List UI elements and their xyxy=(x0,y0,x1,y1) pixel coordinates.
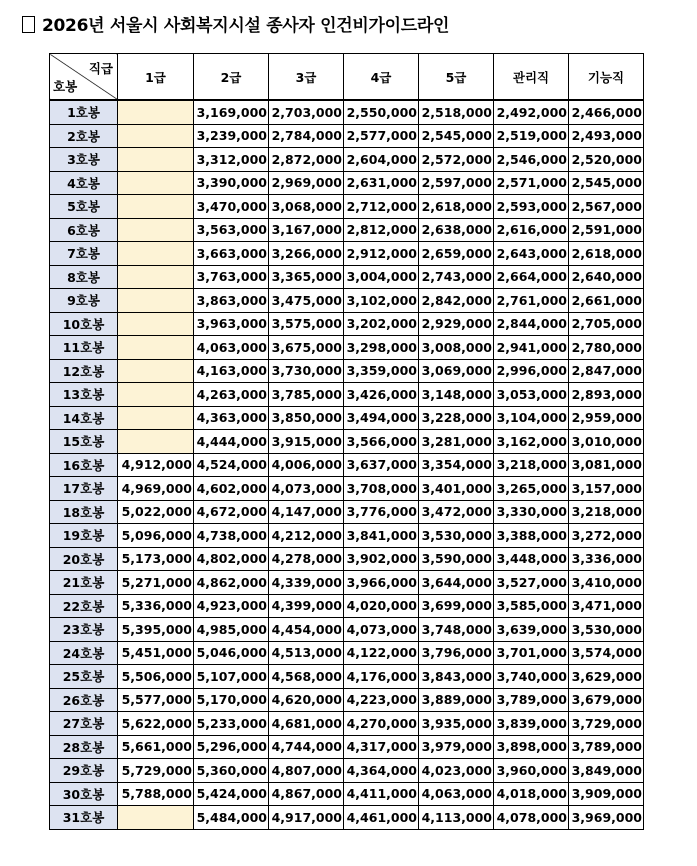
salary-cell: 5,788,000 xyxy=(118,782,194,806)
table-row xyxy=(50,242,644,266)
salary-cell: 3,898,000 xyxy=(494,735,569,759)
page-title xyxy=(22,12,449,40)
step-label-cell: 5호봉 xyxy=(50,195,118,219)
salary-cell: 2,912,000 xyxy=(344,242,419,266)
salary-cell: 3,272,000 xyxy=(569,524,644,548)
salary-cell: 3,426,000 xyxy=(344,383,419,407)
salary-cell: 3,935,000 xyxy=(419,712,494,736)
salary-cell: 3,157,000 xyxy=(569,477,644,501)
salary-cell: 3,167,000 xyxy=(269,218,344,242)
table-row xyxy=(50,171,644,195)
salary-cell: 2,712,000 xyxy=(344,195,419,219)
salary-cell: 3,789,000 xyxy=(569,735,644,759)
salary-cell: 3,563,000 xyxy=(194,218,269,242)
salary-cell: 3,104,000 xyxy=(494,406,569,430)
salary-cell: 3,298,000 xyxy=(344,336,419,360)
step-label-cell: 19호봉 xyxy=(50,524,118,548)
step-label-cell: 14호봉 xyxy=(50,406,118,430)
salary-cell: 2,784,000 xyxy=(269,124,344,148)
salary-cell: 3,281,000 xyxy=(419,430,494,454)
salary-cell xyxy=(118,100,194,124)
salary-cell: 4,113,000 xyxy=(419,806,494,830)
salary-cell: 2,618,000 xyxy=(419,195,494,219)
salary-cell: 2,842,000 xyxy=(419,289,494,313)
salary-cell: 4,620,000 xyxy=(269,688,344,712)
salary-cell: 2,631,000 xyxy=(344,171,419,195)
step-axis-label: 호봉 xyxy=(53,79,78,94)
table-row xyxy=(50,406,644,430)
salary-cell: 4,176,000 xyxy=(344,665,419,689)
table-row xyxy=(50,571,644,595)
salary-cell: 3,008,000 xyxy=(419,336,494,360)
salary-cell: 3,354,000 xyxy=(419,453,494,477)
salary-cell: 3,390,000 xyxy=(194,171,269,195)
salary-cell: 3,763,000 xyxy=(194,265,269,289)
salary-cell: 4,681,000 xyxy=(269,712,344,736)
salary-cell: 2,661,000 xyxy=(569,289,644,313)
salary-cell: 4,917,000 xyxy=(269,806,344,830)
salary-cell: 4,023,000 xyxy=(419,759,494,783)
table-row xyxy=(50,430,644,454)
salary-cell: 4,568,000 xyxy=(269,665,344,689)
salary-cell: 3,401,000 xyxy=(419,477,494,501)
salary-cell xyxy=(118,218,194,242)
salary-cell: 5,173,000 xyxy=(118,547,194,571)
table-row xyxy=(50,477,644,501)
salary-cell: 2,571,000 xyxy=(494,171,569,195)
salary-cell: 3,330,000 xyxy=(494,500,569,524)
salary-cell: 5,233,000 xyxy=(194,712,269,736)
column-header-grade-4: 4급 xyxy=(344,54,419,101)
salary-cell: 4,524,000 xyxy=(194,453,269,477)
salary-cell: 2,567,000 xyxy=(569,195,644,219)
salary-cell: 3,740,000 xyxy=(494,665,569,689)
salary-cell: 3,527,000 xyxy=(494,571,569,595)
table-row xyxy=(50,124,644,148)
salary-cell: 2,743,000 xyxy=(419,265,494,289)
salary-cell: 2,597,000 xyxy=(419,171,494,195)
salary-cell: 3,663,000 xyxy=(194,242,269,266)
salary-cell: 5,096,000 xyxy=(118,524,194,548)
salary-cell: 3,266,000 xyxy=(269,242,344,266)
salary-cell: 2,941,000 xyxy=(494,336,569,360)
grade-axis-label: 직급 xyxy=(88,61,113,76)
table-row xyxy=(50,735,644,759)
salary-cell: 3,336,000 xyxy=(569,547,644,571)
salary-cell: 4,802,000 xyxy=(194,547,269,571)
salary-cell: 3,585,000 xyxy=(494,594,569,618)
salary-cell: 2,616,000 xyxy=(494,218,569,242)
table-row xyxy=(50,688,644,712)
salary-cell: 4,738,000 xyxy=(194,524,269,548)
salary-cell: 3,494,000 xyxy=(344,406,419,430)
salary-cell: 3,265,000 xyxy=(494,477,569,501)
salary-cell: 3,312,000 xyxy=(194,148,269,172)
checkbox-square-icon xyxy=(22,16,35,33)
salary-cell: 3,960,000 xyxy=(494,759,569,783)
salary-cell: 2,761,000 xyxy=(494,289,569,313)
salary-cell: 2,996,000 xyxy=(494,359,569,383)
salary-cell: 3,675,000 xyxy=(269,336,344,360)
step-label-cell: 23호봉 xyxy=(50,618,118,642)
table-row xyxy=(50,524,644,548)
salary-cell: 5,022,000 xyxy=(118,500,194,524)
salary-cell: 2,550,000 xyxy=(344,100,419,124)
table-row xyxy=(50,759,644,783)
salary-cell: 3,365,000 xyxy=(269,265,344,289)
salary-cell: 4,063,000 xyxy=(419,782,494,806)
salary-cell xyxy=(118,265,194,289)
salary-cell: 2,593,000 xyxy=(494,195,569,219)
salary-cell: 3,169,000 xyxy=(194,100,269,124)
salary-cell: 3,590,000 xyxy=(419,547,494,571)
salary-cell: 3,789,000 xyxy=(494,688,569,712)
column-header-grade-1: 1급 xyxy=(118,54,194,101)
salary-cell: 2,493,000 xyxy=(569,124,644,148)
salary-cell: 2,929,000 xyxy=(419,312,494,336)
salary-cell: 3,644,000 xyxy=(419,571,494,595)
step-label-cell: 1호봉 xyxy=(50,100,118,124)
step-label-cell: 20호봉 xyxy=(50,547,118,571)
salary-cell xyxy=(118,806,194,830)
salary-cell: 3,239,000 xyxy=(194,124,269,148)
salary-cell: 4,672,000 xyxy=(194,500,269,524)
salary-cell: 3,530,000 xyxy=(419,524,494,548)
salary-cell: 4,317,000 xyxy=(344,735,419,759)
table-row xyxy=(50,312,644,336)
salary-cell: 4,985,000 xyxy=(194,618,269,642)
table-row xyxy=(50,547,644,571)
table-row xyxy=(50,806,644,830)
salary-cell: 4,163,000 xyxy=(194,359,269,383)
table-row xyxy=(50,782,644,806)
salary-cell: 4,278,000 xyxy=(269,547,344,571)
salary-cell: 3,699,000 xyxy=(419,594,494,618)
table-row xyxy=(50,712,644,736)
salary-cell xyxy=(118,148,194,172)
table-row xyxy=(50,665,644,689)
salary-cell: 3,202,000 xyxy=(344,312,419,336)
salary-cell: 4,020,000 xyxy=(344,594,419,618)
salary-cell: 5,577,000 xyxy=(118,688,194,712)
salary-cell: 3,148,000 xyxy=(419,383,494,407)
salary-cell xyxy=(118,312,194,336)
table-row xyxy=(50,594,644,618)
salary-cell: 5,661,000 xyxy=(118,735,194,759)
salary-cell: 3,218,000 xyxy=(569,500,644,524)
step-label-cell: 7호봉 xyxy=(50,242,118,266)
salary-cell: 3,639,000 xyxy=(494,618,569,642)
salary-cell: 3,843,000 xyxy=(419,665,494,689)
table-row xyxy=(50,195,644,219)
salary-cell: 3,785,000 xyxy=(269,383,344,407)
salary-cell: 2,664,000 xyxy=(494,265,569,289)
salary-cell: 4,744,000 xyxy=(269,735,344,759)
salary-cell: 5,046,000 xyxy=(194,641,269,665)
salary-cell: 5,424,000 xyxy=(194,782,269,806)
salary-cell: 4,513,000 xyxy=(269,641,344,665)
salary-cell: 3,966,000 xyxy=(344,571,419,595)
salary-cell: 3,915,000 xyxy=(269,430,344,454)
step-label-cell: 25호봉 xyxy=(50,665,118,689)
salary-cell: 3,637,000 xyxy=(344,453,419,477)
column-header-grade-5: 5급 xyxy=(419,54,494,101)
salary-cell: 3,708,000 xyxy=(344,477,419,501)
salary-cell: 3,475,000 xyxy=(269,289,344,313)
column-header-grade-2: 2급 xyxy=(194,54,269,101)
salary-cell: 3,530,000 xyxy=(569,618,644,642)
table-row xyxy=(50,218,644,242)
salary-cell: 3,448,000 xyxy=(494,547,569,571)
salary-cell: 3,850,000 xyxy=(269,406,344,430)
salary-cell: 3,472,000 xyxy=(419,500,494,524)
salary-cell: 2,572,000 xyxy=(419,148,494,172)
salary-cell: 2,780,000 xyxy=(569,336,644,360)
table-row xyxy=(50,618,644,642)
column-header-technical: 기능직 xyxy=(569,54,644,101)
salary-cell: 4,867,000 xyxy=(269,782,344,806)
salary-cell: 3,748,000 xyxy=(419,618,494,642)
corner-header-cell xyxy=(50,54,118,101)
salary-cell: 3,902,000 xyxy=(344,547,419,571)
salary-cell xyxy=(118,406,194,430)
salary-cell: 5,170,000 xyxy=(194,688,269,712)
salary-cell: 3,729,000 xyxy=(569,712,644,736)
salary-cell: 4,923,000 xyxy=(194,594,269,618)
salary-cell: 4,862,000 xyxy=(194,571,269,595)
salary-cell xyxy=(118,359,194,383)
salary-cell: 3,574,000 xyxy=(569,641,644,665)
step-label-cell: 2호봉 xyxy=(50,124,118,148)
table-header-row xyxy=(50,54,644,101)
step-label-cell: 17호봉 xyxy=(50,477,118,501)
salary-cell: 3,979,000 xyxy=(419,735,494,759)
step-label-cell: 22호봉 xyxy=(50,594,118,618)
salary-cell: 3,162,000 xyxy=(494,430,569,454)
step-label-cell: 12호봉 xyxy=(50,359,118,383)
salary-cell: 2,591,000 xyxy=(569,218,644,242)
table-row xyxy=(50,148,644,172)
salary-cell: 4,122,000 xyxy=(344,641,419,665)
salary-cell: 3,963,000 xyxy=(194,312,269,336)
salary-cell: 4,912,000 xyxy=(118,453,194,477)
salary-cell: 5,506,000 xyxy=(118,665,194,689)
salary-cell: 5,451,000 xyxy=(118,641,194,665)
salary-cell: 4,461,000 xyxy=(344,806,419,830)
salary-cell: 2,659,000 xyxy=(419,242,494,266)
salary-cell: 3,969,000 xyxy=(569,806,644,830)
salary-cell: 4,411,000 xyxy=(344,782,419,806)
step-label-cell: 6호봉 xyxy=(50,218,118,242)
table-body xyxy=(50,100,644,829)
step-label-cell: 16호봉 xyxy=(50,453,118,477)
salary-cell: 4,399,000 xyxy=(269,594,344,618)
salary-cell: 2,466,000 xyxy=(569,100,644,124)
salary-cell: 2,618,000 xyxy=(569,242,644,266)
salary-cell: 3,701,000 xyxy=(494,641,569,665)
step-label-cell: 29호봉 xyxy=(50,759,118,783)
salary-cell: 3,470,000 xyxy=(194,195,269,219)
salary-cell: 2,519,000 xyxy=(494,124,569,148)
salary-table xyxy=(49,53,644,830)
table-row xyxy=(50,265,644,289)
step-label-cell: 15호봉 xyxy=(50,430,118,454)
salary-cell xyxy=(118,430,194,454)
salary-cell: 3,081,000 xyxy=(569,453,644,477)
salary-cell: 2,893,000 xyxy=(569,383,644,407)
table-row xyxy=(50,383,644,407)
table-row xyxy=(50,641,644,665)
salary-cell: 2,844,000 xyxy=(494,312,569,336)
salary-cell xyxy=(118,383,194,407)
salary-cell: 4,212,000 xyxy=(269,524,344,548)
salary-cell: 2,640,000 xyxy=(569,265,644,289)
salary-cell xyxy=(118,124,194,148)
salary-cell: 4,270,000 xyxy=(344,712,419,736)
salary-cell: 2,847,000 xyxy=(569,359,644,383)
salary-cell: 5,360,000 xyxy=(194,759,269,783)
salary-cell: 4,223,000 xyxy=(344,688,419,712)
salary-cell: 3,575,000 xyxy=(269,312,344,336)
salary-cell: 2,520,000 xyxy=(569,148,644,172)
step-label-cell: 24호봉 xyxy=(50,641,118,665)
step-label-cell: 4호봉 xyxy=(50,171,118,195)
salary-cell: 2,703,000 xyxy=(269,100,344,124)
salary-cell: 3,849,000 xyxy=(569,759,644,783)
salary-cell: 4,263,000 xyxy=(194,383,269,407)
salary-cell: 5,622,000 xyxy=(118,712,194,736)
salary-cell: 4,602,000 xyxy=(194,477,269,501)
salary-cell: 2,546,000 xyxy=(494,148,569,172)
salary-cell xyxy=(118,171,194,195)
salary-cell: 2,545,000 xyxy=(569,171,644,195)
salary-cell xyxy=(118,242,194,266)
salary-cell: 4,006,000 xyxy=(269,453,344,477)
salary-cell: 3,889,000 xyxy=(419,688,494,712)
salary-cell: 5,395,000 xyxy=(118,618,194,642)
salary-cell: 5,729,000 xyxy=(118,759,194,783)
table-row xyxy=(50,500,644,524)
salary-cell: 4,063,000 xyxy=(194,336,269,360)
column-header-grade-3: 3급 xyxy=(269,54,344,101)
salary-cell: 3,228,000 xyxy=(419,406,494,430)
salary-cell: 4,073,000 xyxy=(269,477,344,501)
salary-cell: 3,679,000 xyxy=(569,688,644,712)
column-header-manager: 관리직 xyxy=(494,54,569,101)
salary-cell: 3,388,000 xyxy=(494,524,569,548)
salary-cell: 2,969,000 xyxy=(269,171,344,195)
step-label-cell: 18호봉 xyxy=(50,500,118,524)
salary-cell: 5,484,000 xyxy=(194,806,269,830)
salary-cell: 2,872,000 xyxy=(269,148,344,172)
step-label-cell: 8호봉 xyxy=(50,265,118,289)
salary-cell xyxy=(118,336,194,360)
table-row xyxy=(50,359,644,383)
salary-cell: 4,078,000 xyxy=(494,806,569,830)
salary-cell: 3,629,000 xyxy=(569,665,644,689)
step-label-cell: 21호봉 xyxy=(50,571,118,595)
page-title-text: 2026년 서울시 사회복지시설 종사자 인건비가이드라인 xyxy=(42,16,450,36)
salary-cell: 5,296,000 xyxy=(194,735,269,759)
salary-cell: 2,545,000 xyxy=(419,124,494,148)
step-label-cell: 28호봉 xyxy=(50,735,118,759)
salary-cell: 4,364,000 xyxy=(344,759,419,783)
salary-cell xyxy=(118,289,194,313)
salary-cell: 4,339,000 xyxy=(269,571,344,595)
salary-cell: 3,909,000 xyxy=(569,782,644,806)
salary-cell: 3,471,000 xyxy=(569,594,644,618)
step-label-cell: 13호봉 xyxy=(50,383,118,407)
salary-cell: 4,969,000 xyxy=(118,477,194,501)
salary-cell: 3,359,000 xyxy=(344,359,419,383)
salary-cell: 2,492,000 xyxy=(494,100,569,124)
salary-cell: 3,102,000 xyxy=(344,289,419,313)
table-row xyxy=(50,100,644,124)
salary-cell xyxy=(118,195,194,219)
salary-cell: 2,518,000 xyxy=(419,100,494,124)
salary-cell: 3,068,000 xyxy=(269,195,344,219)
salary-cell: 5,271,000 xyxy=(118,571,194,595)
step-label-cell: 10호봉 xyxy=(50,312,118,336)
salary-cell: 3,796,000 xyxy=(419,641,494,665)
salary-cell: 3,069,000 xyxy=(419,359,494,383)
salary-cell: 2,812,000 xyxy=(344,218,419,242)
salary-cell: 2,577,000 xyxy=(344,124,419,148)
table-row xyxy=(50,336,644,360)
step-label-cell: 30호봉 xyxy=(50,782,118,806)
salary-cell: 4,454,000 xyxy=(269,618,344,642)
salary-cell: 3,776,000 xyxy=(344,500,419,524)
step-label-cell: 27호봉 xyxy=(50,712,118,736)
table-row xyxy=(50,453,644,477)
salary-cell: 5,336,000 xyxy=(118,594,194,618)
salary-cell: 5,107,000 xyxy=(194,665,269,689)
salary-cell: 3,218,000 xyxy=(494,453,569,477)
salary-cell: 3,410,000 xyxy=(569,571,644,595)
salary-cell: 2,705,000 xyxy=(569,312,644,336)
salary-cell: 3,841,000 xyxy=(344,524,419,548)
salary-cell: 3,053,000 xyxy=(494,383,569,407)
salary-cell: 3,863,000 xyxy=(194,289,269,313)
salary-cell: 3,004,000 xyxy=(344,265,419,289)
salary-cell: 4,018,000 xyxy=(494,782,569,806)
salary-cell: 3,010,000 xyxy=(569,430,644,454)
salary-cell: 4,444,000 xyxy=(194,430,269,454)
salary-cell: 2,643,000 xyxy=(494,242,569,266)
salary-cell: 3,566,000 xyxy=(344,430,419,454)
salary-cell: 2,604,000 xyxy=(344,148,419,172)
salary-cell: 4,807,000 xyxy=(269,759,344,783)
salary-cell: 3,730,000 xyxy=(269,359,344,383)
step-label-cell: 3호봉 xyxy=(50,148,118,172)
salary-cell: 4,363,000 xyxy=(194,406,269,430)
step-label-cell: 11호봉 xyxy=(50,336,118,360)
salary-cell: 2,959,000 xyxy=(569,406,644,430)
step-label-cell: 26호봉 xyxy=(50,688,118,712)
salary-cell: 2,638,000 xyxy=(419,218,494,242)
salary-cell: 3,839,000 xyxy=(494,712,569,736)
salary-cell: 4,073,000 xyxy=(344,618,419,642)
step-label-cell: 31호봉 xyxy=(50,806,118,830)
salary-cell: 4,147,000 xyxy=(269,500,344,524)
step-label-cell: 9호봉 xyxy=(50,289,118,313)
table-row xyxy=(50,289,644,313)
